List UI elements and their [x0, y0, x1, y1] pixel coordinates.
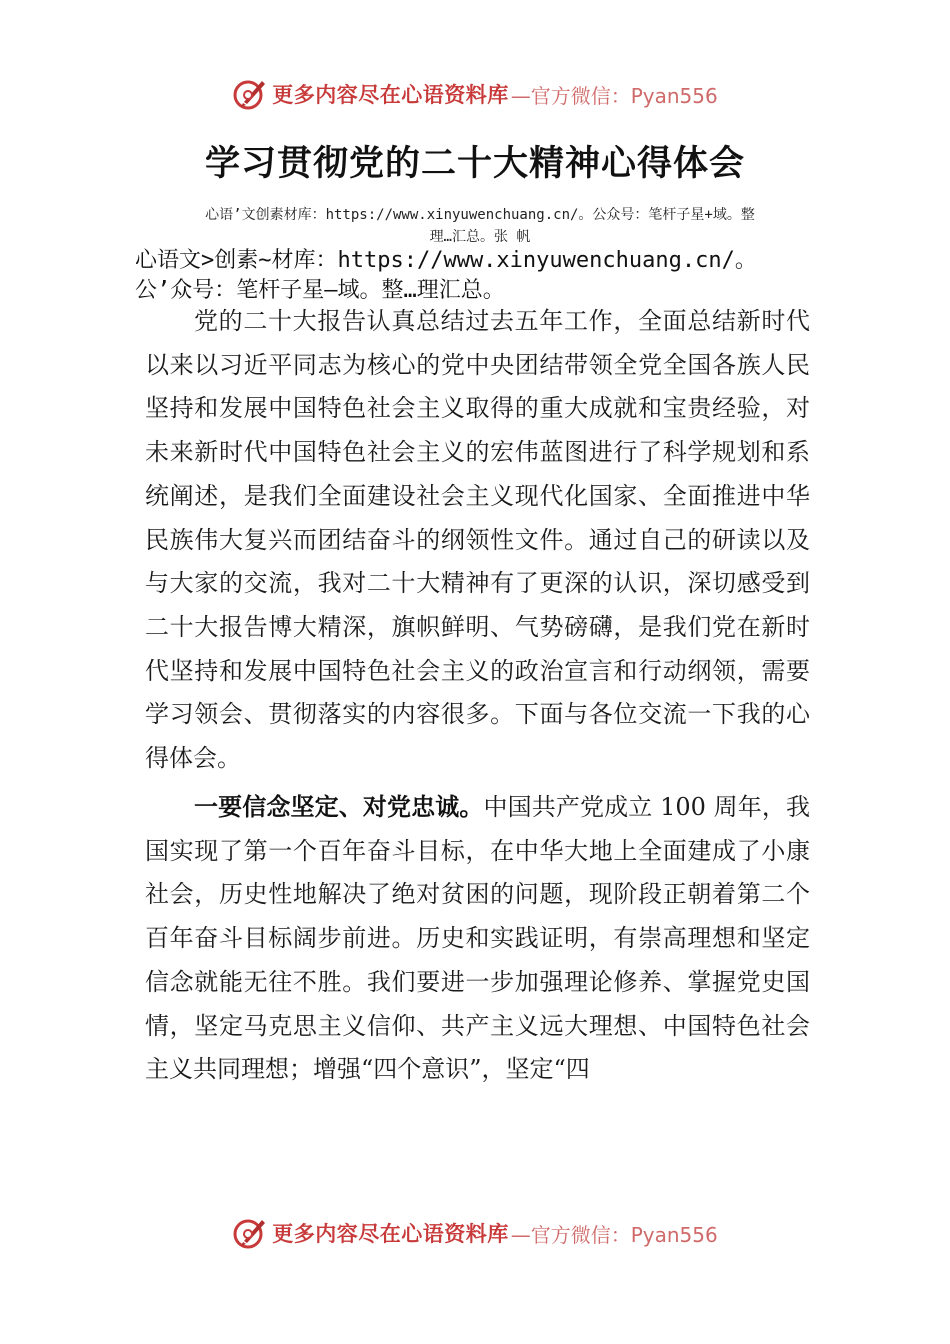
banner-brand-text: 更多内容尽在心语资料库 — [272, 1221, 509, 1246]
banner-brand-text: 更多内容尽在心语资料库 — [272, 82, 509, 107]
quill-pen-logo-icon — [232, 76, 268, 112]
source-note-large — [135, 246, 835, 306]
source-note-line: 公’众号：笔杆子星—域。整…理汇总。 — [135, 278, 505, 303]
document-title: 学习贯彻党的二十大精神心得体会 — [204, 144, 745, 184]
source-note-small: 心语’文创素材库：https://www.xinyuwenchuang.cn/。公众号：笔杆子星+域。整理…汇总。张 帆 — [205, 207, 755, 245]
paragraph-point-one — [145, 786, 810, 1092]
footer-banner — [0, 1211, 950, 1255]
paragraph-lead-heading: 一要信念坚定、对党忠诚。 — [194, 793, 484, 821]
paragraph-intro: 党的二十大报告认真总结过去五年工作，全面总结新时代以来以习近平同志为核心的党中央团结带领全党全国各族人民坚持和发展中国特色社会主义取得的重大成就和宝贵经验，对未来新时代中国特色社会主义的宏伟蓝图进行了科学规划和系统阐述，是我们全面建设社会主义现代化国家、全面推进中华民族伟大复兴而团结奋斗的纲领性文件。通过自己的研读以及与大家的交流，我对二十大精神有了更深的认识，深切感受到二十大报告博大精深，旗帜鲜明、气势磅礴，是我们党在新时代坚持和发展中国特色社会主义的政治宣言和行动纲领，需要学习领会、贯彻落实的内容很多。下面与各位交流一下我的心得体会。 — [145, 307, 810, 773]
quill-pen-logo-icon — [232, 1215, 268, 1251]
source-note-line: 心语文>创素~材库：https://www.xinyuwenchuang.cn/。 — [135, 248, 757, 273]
banner-contact-text: —官方微信：Pyan556 — [510, 1222, 718, 1247]
header-banner — [0, 72, 950, 116]
banner-contact-text: —官方微信：Pyan556 — [510, 83, 718, 108]
paragraph-body-text: 中国共产党成立 100 周年，我国实现了第一个百年奋斗目标，在中华大地上全面建成了小康社会，历史性地解决了绝对贫困的问题，现阶段正朝着第二个百年奋斗目标阔步前进。历史和实践证明，有崇高理想和坚定信念就能无往不胜。我们要进一步加强理论修养、掌握党史国情，坚定马克思主义信仰、共产主义远大理想、中国特色社会主义共同理想；增强“四个意识”，坚定“四 — [145, 793, 810, 1084]
